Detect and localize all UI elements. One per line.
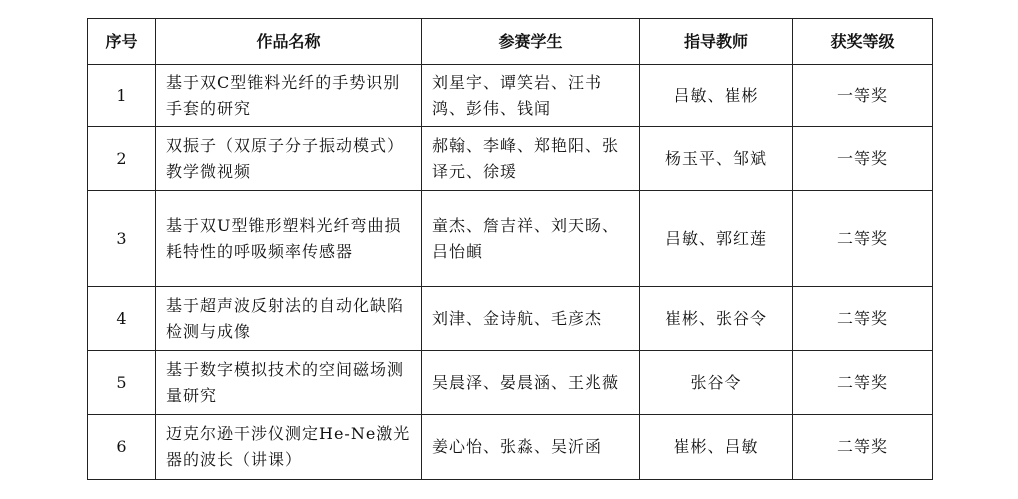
cell-students: 刘星宇、谭笑岩、汪书鸿、彭伟、钱闻 <box>422 65 640 127</box>
table-row <box>88 191 933 287</box>
cell-students: 郝翰、李峰、郑艳阳、张译元、徐瑗 <box>422 127 640 191</box>
cell-level: 二等奖 <box>793 351 933 415</box>
cell-teacher: 吕敏、郭红莲 <box>640 191 793 287</box>
cell-no: 5 <box>88 351 156 415</box>
cell-title: 基于双U型锥形塑料光纤弯曲损耗特性的呼吸频率传感器 <box>156 191 422 287</box>
table-header-row <box>88 19 933 65</box>
cell-no: 2 <box>88 127 156 191</box>
table-row <box>88 127 933 191</box>
cell-level: 二等奖 <box>793 415 933 480</box>
awards-table <box>87 18 933 480</box>
header-students: 参赛学生 <box>422 19 640 65</box>
cell-students: 刘津、金诗航、毛彦杰 <box>422 287 640 351</box>
cell-teacher: 崔彬、张谷令 <box>640 287 793 351</box>
cell-students: 吴晨泽、晏晨涵、王兆薇 <box>422 351 640 415</box>
table-row <box>88 65 933 127</box>
header-level: 获奖等级 <box>793 19 933 65</box>
cell-no: 3 <box>88 191 156 287</box>
cell-level: 一等奖 <box>793 65 933 127</box>
cell-no: 6 <box>88 415 156 480</box>
header-teacher: 指导教师 <box>640 19 793 65</box>
table-row <box>88 287 933 351</box>
cell-teacher: 崔彬、吕敏 <box>640 415 793 480</box>
cell-teacher: 杨玉平、邹斌 <box>640 127 793 191</box>
cell-teacher: 吕敏、崔彬 <box>640 65 793 127</box>
cell-title: 基于双C型锥料光纤的手势识别手套的研究 <box>156 65 422 127</box>
cell-level: 一等奖 <box>793 127 933 191</box>
cell-teacher: 张谷令 <box>640 351 793 415</box>
cell-title: 迈克尔逊干涉仪测定He-Ne激光器的波长（讲课） <box>156 415 422 480</box>
cell-title: 基于数字模拟技术的空间磁场测量研究 <box>156 351 422 415</box>
header-no: 序号 <box>88 19 156 65</box>
table-row <box>88 351 933 415</box>
cell-title: 双振子（双原子分子振动模式）教学微视频 <box>156 127 422 191</box>
cell-no: 4 <box>88 287 156 351</box>
cell-students: 姜心怡、张淼、吴沂函 <box>422 415 640 480</box>
cell-level: 二等奖 <box>793 287 933 351</box>
cell-title: 基于超声波反射法的自动化缺陷检测与成像 <box>156 287 422 351</box>
header-title: 作品名称 <box>156 19 422 65</box>
cell-students: 童杰、詹吉祥、刘天旸、吕怡頔 <box>422 191 640 287</box>
table-row <box>88 415 933 480</box>
cell-level: 二等奖 <box>793 191 933 287</box>
cell-no: 1 <box>88 65 156 127</box>
